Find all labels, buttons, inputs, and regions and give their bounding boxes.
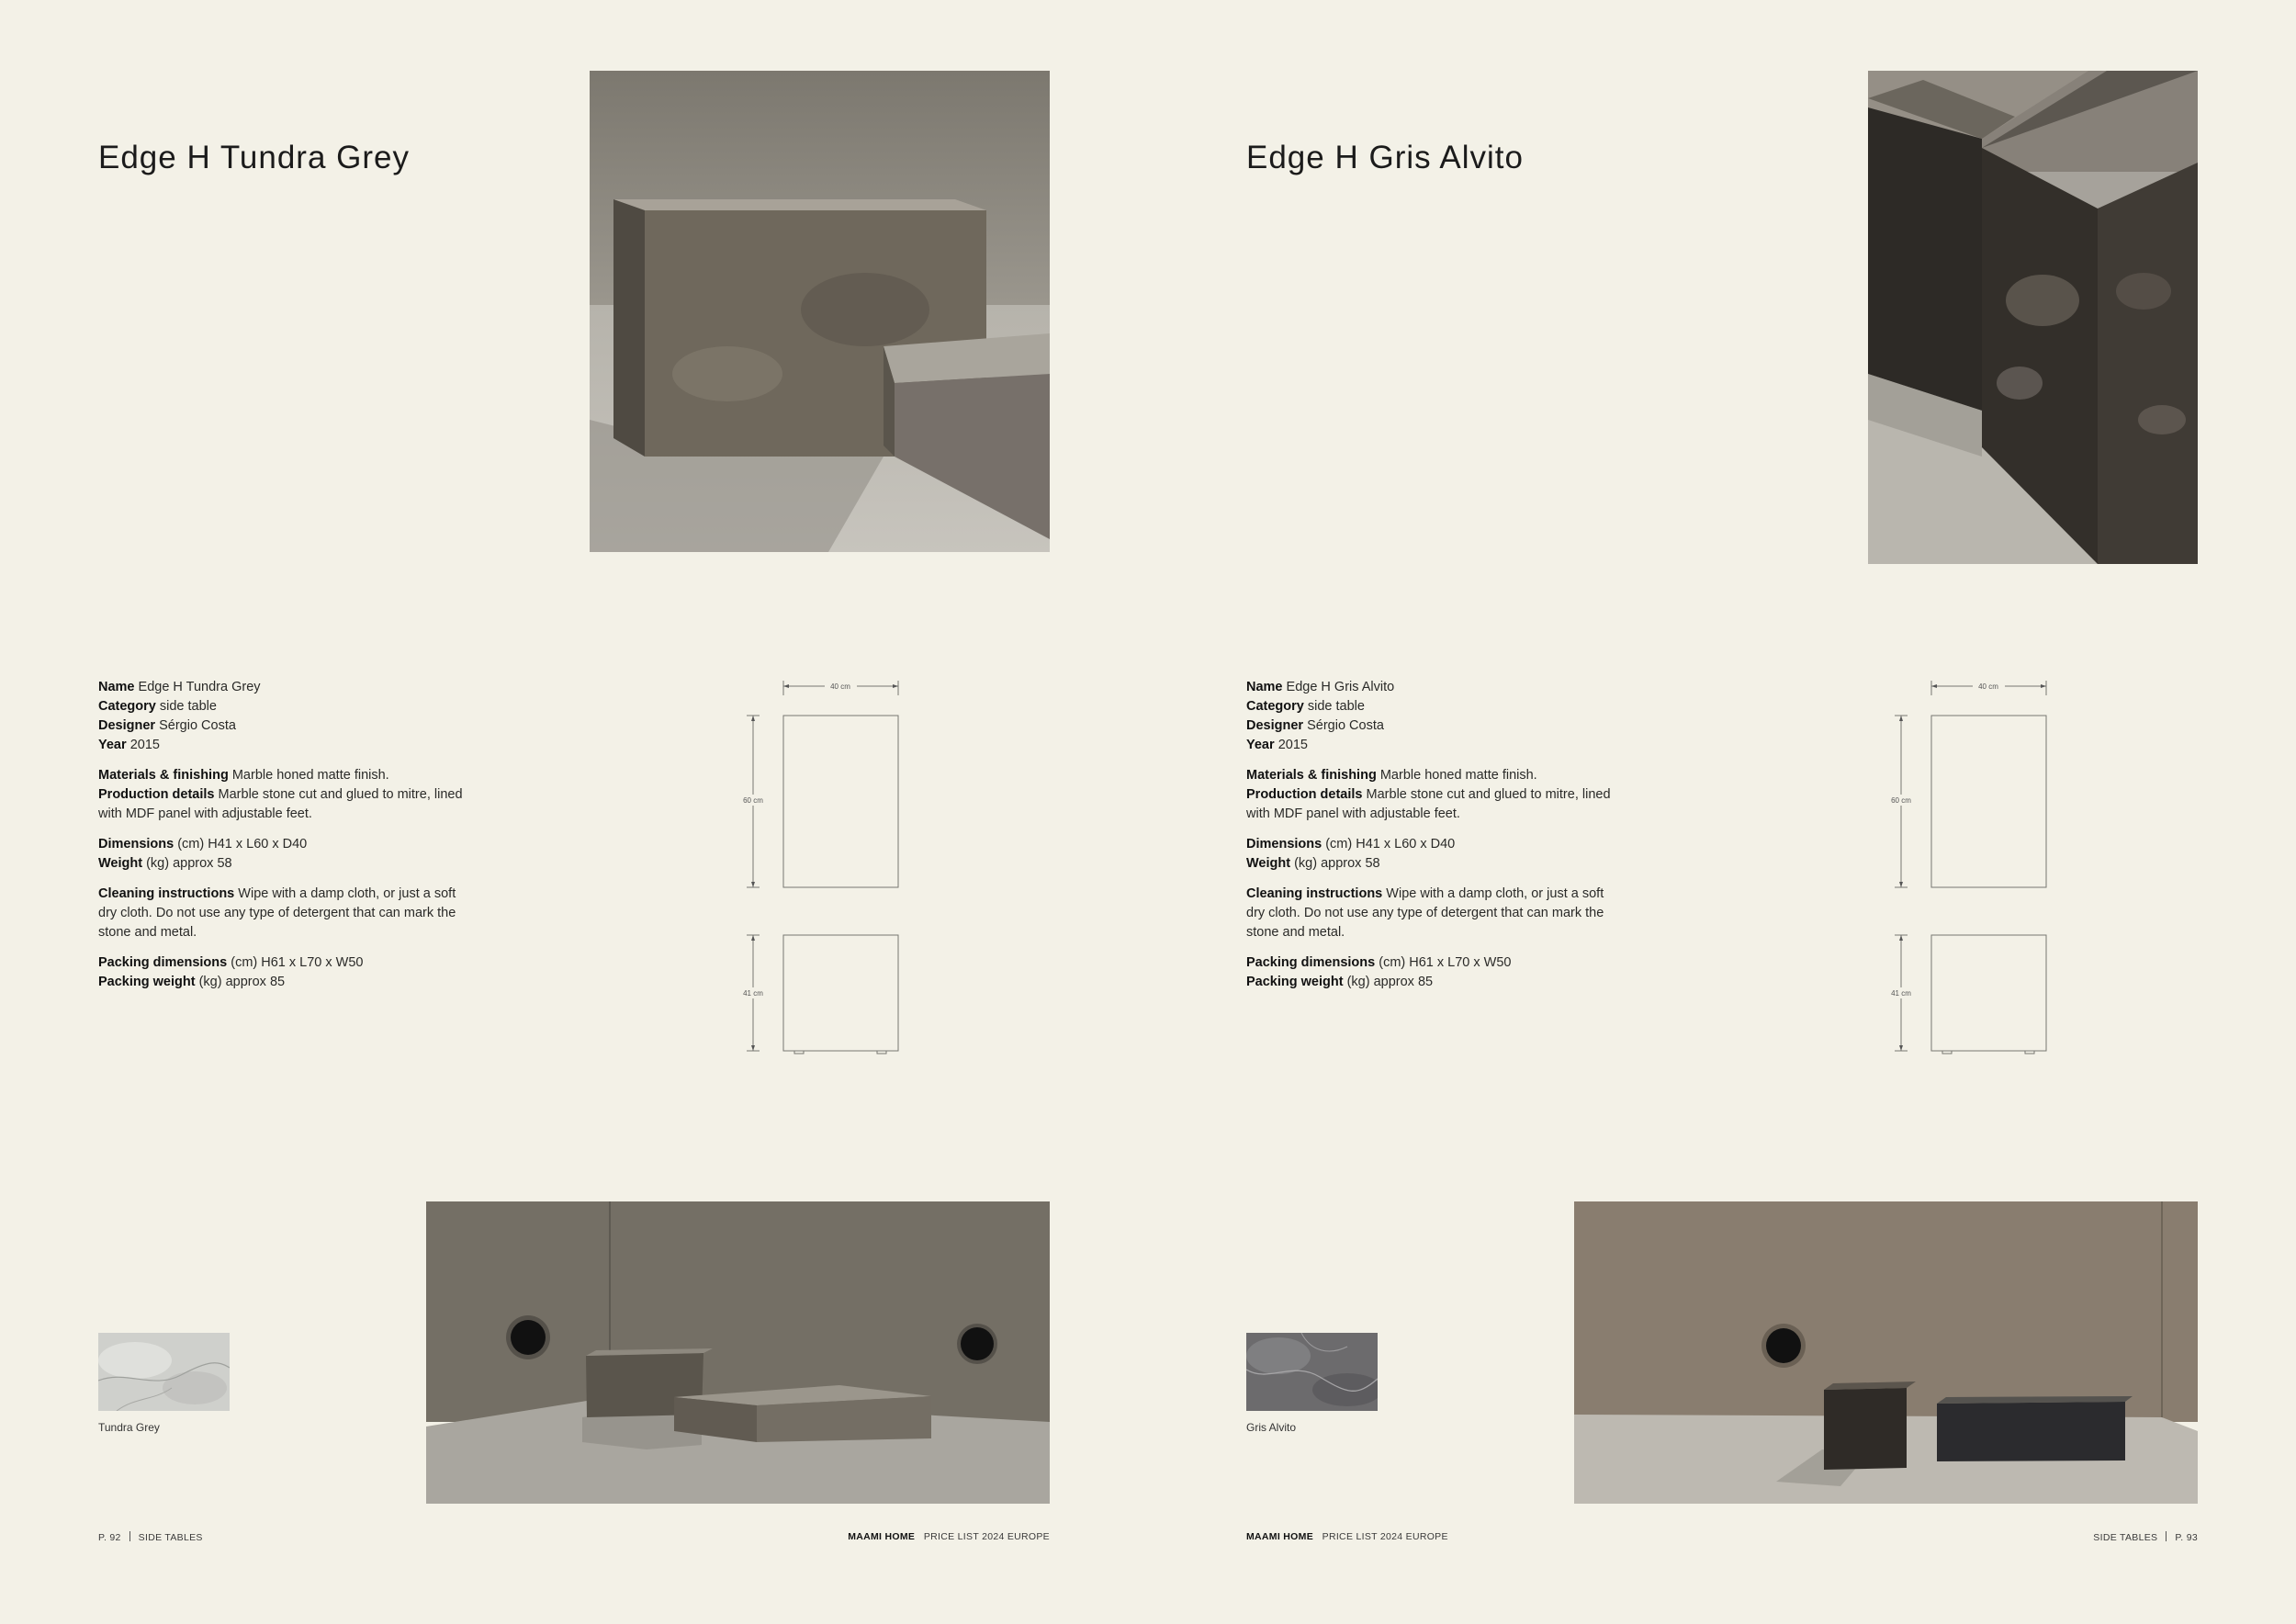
spec-category-value: side table xyxy=(1307,699,1365,714)
spec-year-label: Year xyxy=(1246,738,1275,752)
depth-dimension-label: 60 cm xyxy=(743,796,763,805)
document-name: PRICE LIST 2024 EUROPE xyxy=(923,1531,1050,1542)
spec-packing xyxy=(98,953,466,992)
brand-name: MAAMI HOME xyxy=(1246,1531,1313,1542)
product-title: Edge H Tundra Grey xyxy=(98,140,410,175)
spec-designer-label: Designer xyxy=(1246,718,1304,733)
material-swatch xyxy=(1246,1333,1378,1411)
spec-packing-dimensions-label: Packing dimensions xyxy=(1246,955,1376,970)
footer-left xyxy=(1246,1531,1448,1542)
spec-packing xyxy=(1246,953,1614,992)
height-dimension-label: 41 cm xyxy=(1891,989,1911,998)
footer-divider xyxy=(2166,1531,2167,1541)
spec-cleaning-label: Cleaning instructions xyxy=(98,886,235,901)
spec-materials-label: Materials & finishing xyxy=(1246,768,1377,783)
brand-name: MAAMI HOME xyxy=(848,1531,916,1542)
spec-materials-label: Materials & finishing xyxy=(98,768,229,783)
swatch-label: Tundra Grey xyxy=(98,1421,160,1434)
spec-dimensions-label: Dimensions xyxy=(1246,837,1322,851)
spec-materials-value: Marble honed matte finish. xyxy=(231,768,389,783)
spec-dimensions xyxy=(98,835,466,874)
spec-packing-dimensions-label: Packing dimensions xyxy=(98,955,228,970)
spec-year-label: Year xyxy=(98,738,127,752)
page-number: P. 92 xyxy=(98,1532,121,1543)
spec-dimensions-value: (cm) H41 x L60 x D40 xyxy=(1325,837,1456,851)
spec-list xyxy=(1246,678,1614,1003)
spec-basic xyxy=(98,678,466,755)
spec-packing-weight-label: Packing weight xyxy=(98,975,196,989)
spec-cleaning-value: Wipe with a damp cloth, or just a soft dry cloth. Do not use any type of detergent that can mark the stone and metal. xyxy=(1246,886,1604,940)
spec-dimensions-value: (cm) H41 x L60 x D40 xyxy=(177,837,308,851)
spec-production-label: Production details xyxy=(98,787,215,802)
product-photo xyxy=(590,71,1050,552)
spec-dimensions-label: Dimensions xyxy=(98,837,174,851)
spec-materials xyxy=(1246,766,1614,824)
spec-weight-value: (kg) approx 58 xyxy=(1294,856,1380,871)
spec-production-value: Marble stone cut and glued to mitre, lined with MDF panel with adjustable feet. xyxy=(98,787,463,821)
spec-dimensions xyxy=(1246,835,1614,874)
height-dimension-label: 41 cm xyxy=(743,989,763,998)
section-name: SIDE TABLES xyxy=(138,1532,203,1543)
spec-cleaning xyxy=(98,885,466,942)
spec-basic xyxy=(1246,678,1614,755)
technical-drawing xyxy=(735,675,909,1056)
product-photo xyxy=(1868,71,2198,564)
footer-divider xyxy=(129,1531,130,1541)
depth-dimension-label: 60 cm xyxy=(1891,796,1911,805)
document-name: PRICE LIST 2024 EUROPE xyxy=(1322,1531,1448,1542)
room-photo xyxy=(426,1201,1050,1504)
spec-designer-value: Sérgio Costa xyxy=(159,718,236,733)
technical-drawing xyxy=(1883,675,2057,1056)
section-name: SIDE TABLES xyxy=(2093,1532,2158,1543)
spec-category-label: Category xyxy=(98,699,156,714)
page-number: P. 93 xyxy=(2175,1532,2198,1543)
spec-designer-value: Sérgio Costa xyxy=(1307,718,1384,733)
spec-packing-weight-value: (kg) approx 85 xyxy=(1346,975,1434,989)
room-photo xyxy=(1574,1201,2198,1504)
spec-designer-label: Designer xyxy=(98,718,156,733)
spec-packing-dimensions-value: (cm) H61 x L70 x W50 xyxy=(231,955,364,970)
spec-materials-value: Marble honed matte finish. xyxy=(1379,768,1537,783)
footer-left xyxy=(98,1531,203,1543)
spec-materials xyxy=(98,766,466,824)
spec-year-value: 2015 xyxy=(1277,738,1308,752)
spec-category-label: Category xyxy=(1246,699,1304,714)
swatch-label: Gris Alvito xyxy=(1246,1421,1297,1434)
footer-right xyxy=(2093,1531,2198,1543)
spec-cleaning-label: Cleaning instructions xyxy=(1246,886,1383,901)
spec-packing-weight-value: (kg) approx 85 xyxy=(198,975,286,989)
product-title: Edge H Gris Alvito xyxy=(1246,140,1524,175)
spec-cleaning-value: Wipe with a damp cloth, or just a soft dry cloth. Do not use any type of detergent that can mark the stone and metal. xyxy=(98,886,456,940)
spec-production-value: Marble stone cut and glued to mitre, lined with MDF panel with adjustable feet. xyxy=(1246,787,1611,821)
spec-weight-label: Weight xyxy=(98,856,143,871)
spec-list xyxy=(98,678,466,1003)
spec-cleaning xyxy=(1246,885,1614,942)
footer-right xyxy=(848,1531,1050,1542)
right-page xyxy=(1148,0,2296,1624)
spec-year-value: 2015 xyxy=(129,738,160,752)
spec-production-label: Production details xyxy=(1246,787,1363,802)
spec-packing-weight-label: Packing weight xyxy=(1246,975,1344,989)
width-dimension-label: 40 cm xyxy=(1978,682,1998,691)
width-dimension-label: 40 cm xyxy=(830,682,850,691)
spec-name-label: Name xyxy=(1246,680,1283,694)
spec-weight-label: Weight xyxy=(1246,856,1291,871)
spec-weight-value: (kg) approx 58 xyxy=(146,856,232,871)
spec-packing-dimensions-value: (cm) H61 x L70 x W50 xyxy=(1379,955,1512,970)
spec-category-value: side table xyxy=(159,699,217,714)
spec-name-value: Edge H Tundra Grey xyxy=(138,680,261,694)
spec-name-value: Edge H Gris Alvito xyxy=(1286,680,1395,694)
spec-name-label: Name xyxy=(98,680,135,694)
material-swatch xyxy=(98,1333,230,1411)
